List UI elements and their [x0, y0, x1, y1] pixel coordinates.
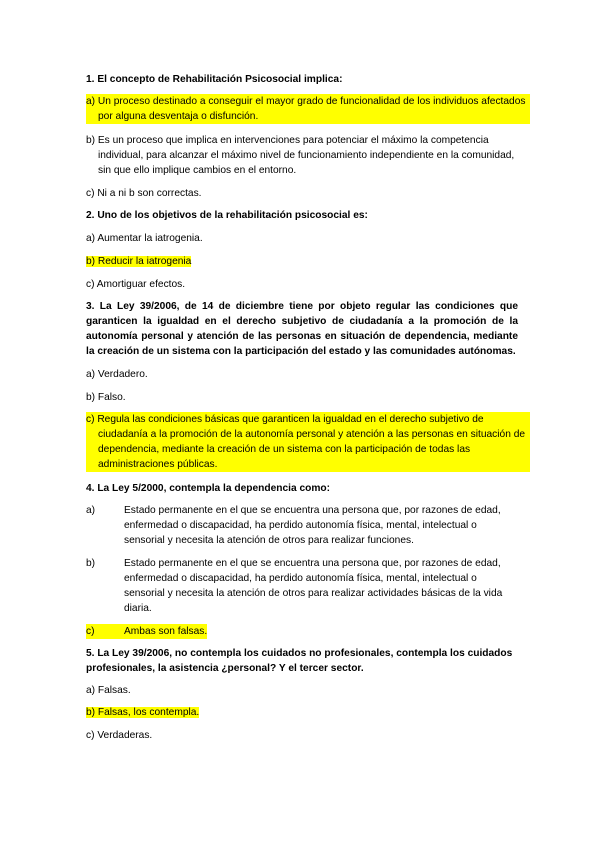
- question-3-option-b: b) Falso.: [86, 392, 126, 403]
- question-5-option-c: c) Verdaderas.: [86, 730, 153, 741]
- question-2-option-b-text: b) Reducir la iatrogenia: [86, 256, 192, 267]
- question-3-prompt: 3. La Ley 39/2006, de 14 de diciembre tiene por objeto regular las condiciones que garanticen la igualdad en el derecho subjetivo de ciudadanía a la promoción de la autonomía personal y atención de las personas en situación de dependencia, mediante la creación de un sistema con la participación del estado y las comunidades autónomas.: [86, 301, 518, 357]
- question-4-option-a: [86, 503, 518, 548]
- question-1-option-a: a) Un proceso destinado a conseguir el mayor grado de funcionalidad de los individuos afectados por alguna desventaja o disfunción.: [86, 94, 530, 124]
- question-1-option-c: c) Ni a ni b son correctas.: [86, 188, 202, 199]
- question-2-option-a: a) Aumentar la iatrogenia.: [86, 233, 203, 244]
- question-3-option-c: c) Regula las condiciones básicas que garanticen la igualdad en el derecho subjetivo de ciudadanía a la promoción de la autonomía personal y atención a las personas en situación de dependencia, mediante la creación de un sistema con la participación de todas las administraciones públicas.: [86, 412, 530, 472]
- question-3-option-a: a) Verdadero.: [86, 369, 148, 380]
- question-4-option-c-highlight: [86, 624, 207, 639]
- question-1-option-b: b) Es un proceso que implica en intervenciones para potenciar el máximo la competencia individual, para alcanzar el máximo nivel de funcionamiento independiente en la comunidad, sin que ello implique cambios en el entorno.: [86, 135, 515, 176]
- question-4-option-b-label: b): [86, 558, 96, 569]
- question-5-option-b-text: b) Falsas, los contempla.: [86, 707, 200, 718]
- question-4-option-c-label: c): [86, 626, 95, 637]
- question-4-option-c-text: Ambas son falsas.: [124, 626, 208, 637]
- question-4-option-a-text: Estado permanente en el que se encuentra una persona que, por razones de edad, enfermedad o discapacidad, ha perdido autonomía física, mental, intelectual o sensorial y necesita la atención de otros para realizar funciones.: [124, 505, 501, 546]
- question-5-option-a: a) Falsas.: [86, 685, 131, 696]
- question-1-prompt: 1. El concepto de Rehabilitación Psicosocial implica:: [86, 74, 343, 85]
- question-5-option-b: [86, 705, 518, 720]
- question-2-prompt: 2. Uno de los objetivos de la rehabilitación psicosocial es:: [86, 210, 368, 221]
- question-4-option-a-label: a): [86, 505, 96, 516]
- question-2-option-b: [86, 254, 518, 269]
- question-4-prompt: 4. La Ley 5/2000, contempla la dependencia como:: [86, 483, 331, 494]
- question-4-option-c: [86, 624, 518, 639]
- question-4-option-b: [86, 556, 518, 616]
- question-2-option-c: c) Amortiguar efectos.: [86, 279, 186, 290]
- question-4-option-b-text: Estado permanente en el que se encuentra una persona que, por razones de edad, enfermedad o discapacidad, ha perdido autonomía física, mental, intelectual o sensorial y necesita la atención de otros para realizar actividades básicas de la vida diaria.: [124, 558, 503, 614]
- question-5-prompt: 5. La Ley 39/2006, no contempla los cuidados no profesionales, contempla los cuidados profesionales, la asistencia ¿personal? Y el tercer sector.: [86, 648, 513, 674]
